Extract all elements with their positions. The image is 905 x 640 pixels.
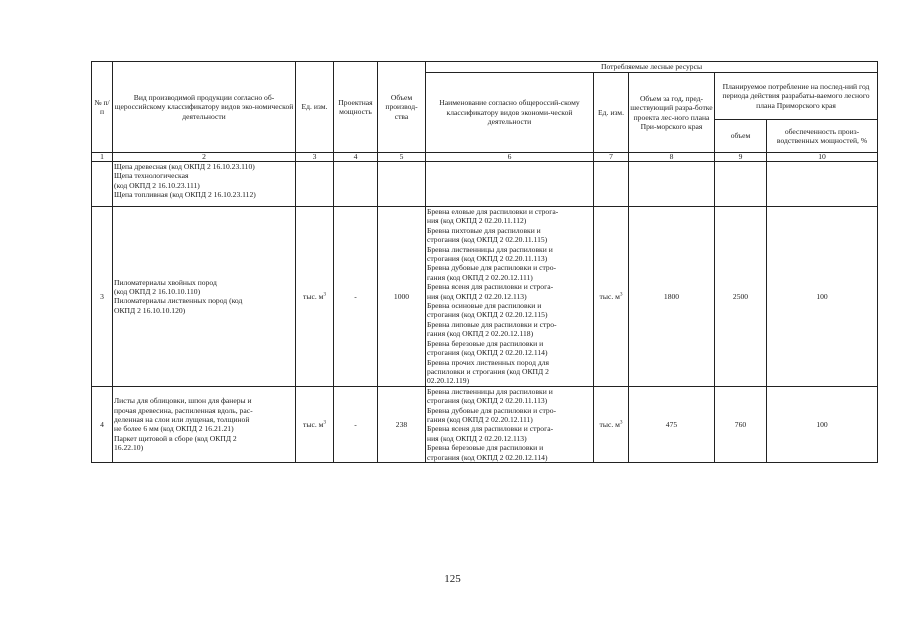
row-planned-volume: 760 — [715, 386, 767, 462]
resource-line: Бревна ясеня для распиловки и строга- — [427, 424, 554, 434]
product-line: Паркет щитовой в сборе (код ОКПД 2 — [114, 433, 237, 443]
resource-line: Бревна дубовые для распиловки и стро- — [427, 263, 557, 273]
row-planned-share: 100 — [767, 386, 878, 462]
table-row — [92, 207, 878, 387]
resource-line: строгания (код ОКПД 2 02.20.11.113) — [427, 254, 548, 264]
col-num: 10 — [767, 153, 878, 162]
resource-line: гания (код ОКПД 2 02.20.12.111) — [427, 414, 533, 424]
table-row — [92, 386, 878, 462]
product-line: Щепа технологическая — [114, 171, 189, 181]
header-volume: Объем производ-ства — [378, 62, 426, 153]
col-num: 2 — [113, 153, 296, 162]
row-unit — [296, 162, 334, 207]
header-planned-volume: объем — [715, 120, 767, 153]
row-no: 4 — [92, 386, 113, 462]
col-num: 9 — [715, 153, 767, 162]
row-resources — [426, 386, 594, 462]
resource-line: Бревна липовые для распиловки и стро- — [427, 319, 557, 329]
row-capacity: - — [334, 207, 378, 387]
resource-line: строгания (код ОКПД 2 02.20.12.115) — [427, 310, 548, 320]
row-res-unit: тыс. $м^3$ — [594, 386, 629, 462]
product-line: Пиломатериалы лиственных пород (код — [114, 296, 243, 306]
row-products — [113, 386, 296, 462]
row-no: 3 — [92, 207, 113, 387]
row-volume: 1000 — [378, 207, 426, 387]
product-line: Щепа топливная (код ОКПД 2 16.10.23.112) — [114, 190, 256, 200]
row-res-year-volume — [629, 162, 715, 207]
row-planned-share: 100 — [767, 207, 878, 387]
resource-line: Бревна лиственницы для распиловки и — [427, 244, 553, 254]
col-num: 5 — [378, 153, 426, 162]
resource-line: ния (код ОКПД 2 02.20.12.113) — [427, 291, 527, 301]
col-num: 7 — [594, 153, 629, 162]
col-num: 8 — [629, 153, 715, 162]
row-planned-share — [767, 162, 878, 207]
header-no: № п/п — [92, 62, 113, 153]
col-num: 4 — [334, 153, 378, 162]
resource-line: Бревна пихтовые для распиловки и — [427, 225, 541, 235]
header-unit: Ед. изм. — [296, 62, 334, 153]
row-products — [113, 162, 296, 207]
resource-line: гания (код ОКПД 2 02.20.12.118) — [427, 329, 534, 339]
header-planned: Планируемое потребление на послед-ний год периода действия разрабаты-ваемого лесного плана Приморского края — [715, 73, 878, 120]
column-numbers-row — [92, 153, 878, 162]
product-line: Щепа древесная (код ОКПД 2 16.10.23.110) — [114, 162, 255, 171]
resource-line: Бревна осиновые для распиловки и — [427, 301, 542, 311]
resource-line: Бревна еловые для распиловки и строга- — [427, 207, 559, 216]
row-planned-volume: 2500 — [715, 207, 767, 387]
product-line: Пиломатериалы хвойных пород — [114, 277, 217, 287]
resource-line: Бревна лиственницы для распиловки и — [427, 386, 553, 396]
product-line: (код ОКПД 2 16.10.23.111) — [114, 180, 200, 190]
row-unit: тыс. $м^3$ — [296, 386, 334, 462]
header-res-unit: Ед. изм. — [594, 73, 629, 153]
product-line: деленная на слои или лущеная, толщиной — [114, 414, 250, 424]
resource-line: Бревна прочих лиственных пород для — [427, 357, 550, 367]
row-res-unit: тыс. $м^3$ — [594, 207, 629, 387]
row-capacity — [334, 162, 378, 207]
row-res-year-volume: 1800 — [629, 207, 715, 387]
product-line: Листы для облицовки, шпон для фанеры и — [114, 396, 252, 406]
header-capacity: Проектная мощность — [334, 62, 378, 153]
row-no — [92, 162, 113, 207]
resource-line: Бревна березовые для распиловки и — [427, 338, 544, 348]
resource-line: ния (код ОКПД 2 02.20.12.113) — [427, 433, 527, 443]
product-line: прочая древесина, распиленная вдоль, рас- — [114, 405, 253, 415]
col-num: 6 — [426, 153, 594, 162]
row-res-unit — [594, 162, 629, 207]
row-products — [113, 207, 296, 387]
row-resources — [426, 207, 594, 387]
resource-line: строгания (код ОКПД 2 02.20.11.113) — [427, 396, 548, 406]
resource-line: строгания (код ОКПД 2 02.20.12.114) — [427, 452, 548, 462]
header-res-name: Наименование согласно общероссий-скому классификатору видов экономи-ческой деятельности — [426, 73, 594, 153]
header-res-year-volume: Объем за год, пред-шествующий разра-ботке проекта лес-ного плана При-морского края — [629, 73, 715, 153]
col-num: 3 — [296, 153, 334, 162]
row-resources — [426, 162, 594, 207]
resource-line: распиловки и строгания (код ОКПД 2 — [427, 366, 549, 376]
resource-line: Бревна березовые для распиловки и — [427, 443, 544, 453]
row-volume — [378, 162, 426, 207]
resource-line: 02.20.12.119) — [427, 376, 470, 386]
resource-line: ния (код ОКПД 2 02.20.11.112) — [427, 216, 527, 226]
product-line: не более 6 мм (код ОКПД 2 16.21.21) — [114, 424, 234, 434]
product-line: ОКПД 2 16.10.10.120) — [114, 305, 186, 315]
header-resources: Потребляемые лесные ресурсы — [426, 62, 878, 73]
page-number: 125 — [444, 573, 461, 585]
resource-line: Бревна дубовые для распиловки и стро- — [427, 405, 557, 415]
header-product-type: Вид производимой продукции согласно об-щероссийскому классификатору видов эко-номической деятельности — [113, 62, 296, 153]
product-line: 16.22.10) — [114, 443, 144, 453]
row-planned-volume — [715, 162, 767, 207]
row-unit: тыс. $м^3$ — [296, 207, 334, 387]
table-row — [92, 162, 878, 207]
product-line: (код ОКПД 2 16.10.10.110) — [114, 286, 201, 296]
row-capacity: - — [334, 386, 378, 462]
col-num: 1 — [92, 153, 113, 162]
resource-line: гания (код ОКПД 2 02.20.12.111) — [427, 272, 533, 282]
resource-line: строгания (код ОКПД 2 02.20.11.115) — [427, 235, 548, 245]
resource-line: строгания (код ОКПД 2 02.20.12.114) — [427, 348, 548, 358]
row-volume: 238 — [378, 386, 426, 462]
row-res-year-volume: 475 — [629, 386, 715, 462]
resource-line: Бревна ясеня для распиловки и строга- — [427, 282, 554, 292]
forest-resources-table — [91, 61, 878, 463]
header-planned-share: обеспеченность произ-водственных мощностей, % — [767, 120, 878, 153]
